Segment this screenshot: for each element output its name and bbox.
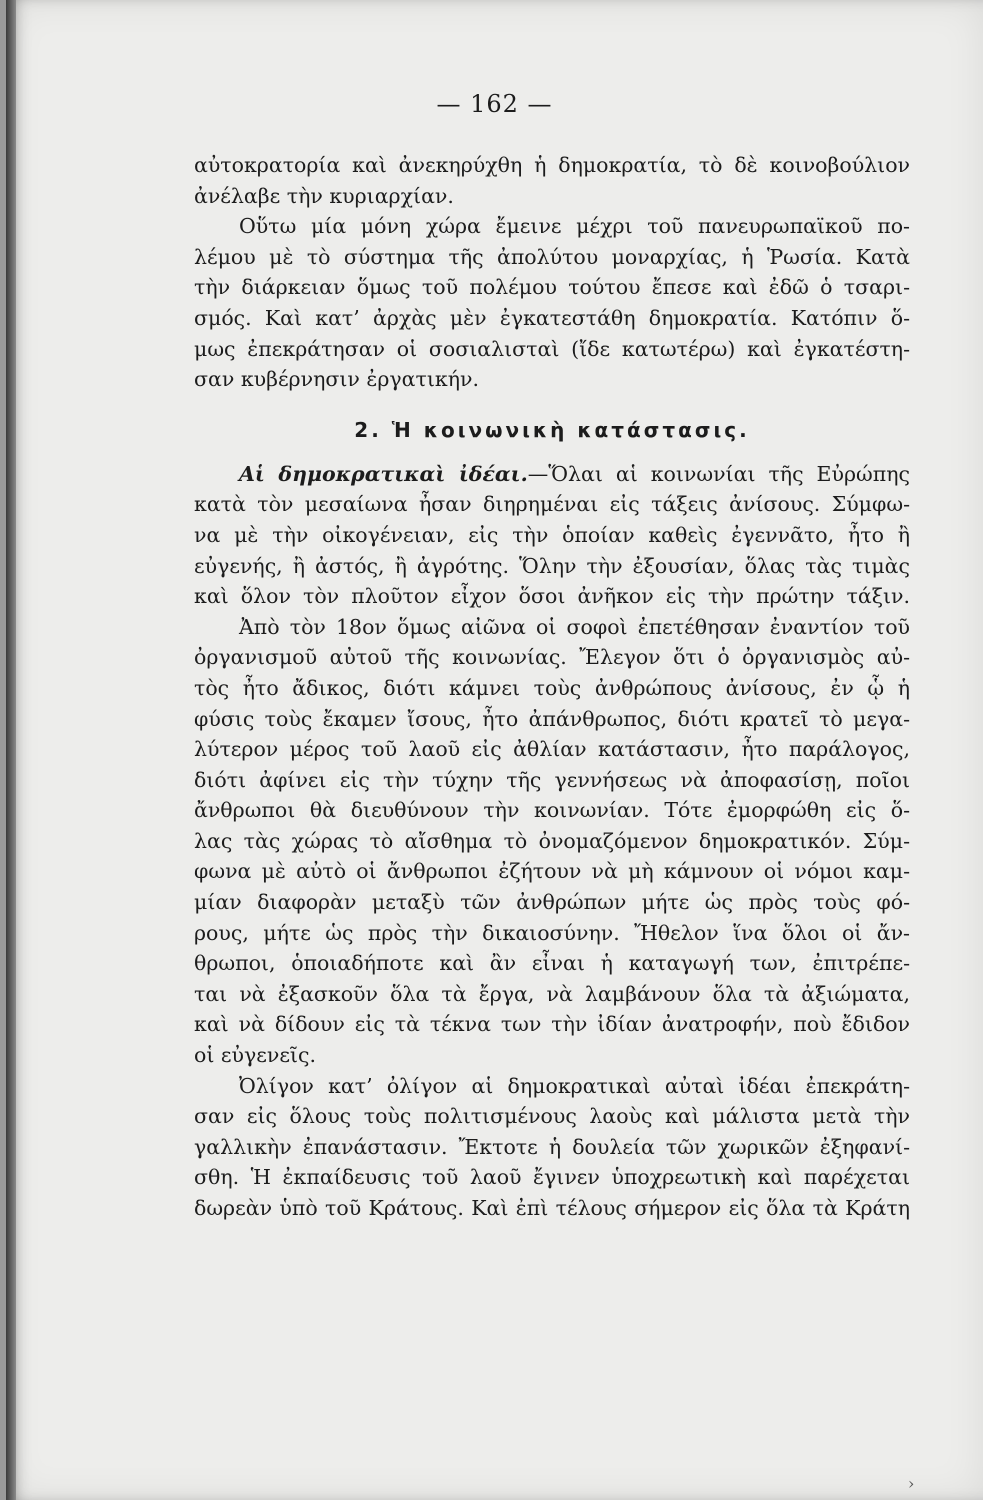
text-line: μως ἐπεκράτησαν οἱ σοσιαλισταὶ (ἴδε κατωτέρω) καὶ ἐγκατέστη- [194, 336, 910, 361]
text-line: ὀργανισμοῦ αὐτοῦ τῆς κοινωνίας. Ἔλεγον ὅτι ὁ ὀργανισμὸς αὐ- [194, 645, 910, 670]
text-line: Οὕτω μία μόνη χώρα ἔμεινε μέχρι τοῦ πανευρωπαϊκοῦ πο- [239, 214, 910, 239]
text-line: εὐγενής, ἢ ἀστός, ἢ ἀγρότης. Ὅλην τὴν ἐξουσίαν, ὅλας τὰς τιμὰς [194, 553, 910, 578]
text-line: λέμου μὲ τὸ σύστημα τῆς ἀπολύτου μοναρχίας, ἡ Ῥωσία. Κατὰ [194, 244, 910, 269]
text-line: διότι ἀφίνει εἰς τὴν τύχην τῆς γεννήσεως νὰ ἀποφασίσῃ, ποῖοι [194, 767, 910, 792]
book-page [6, 0, 983, 1500]
text-line: δωρεὰν ὑπὸ τοῦ Κράτους. Καὶ ἐπὶ τέλους σήμερον εἰς ὅλα τὰ Κράτη [194, 1196, 910, 1220]
text-line: λύτερον μέρος τοῦ λαοῦ εἰς ἀθλίαν κατάστασιν, ἦτο παράλογος, [194, 737, 910, 762]
text-line: φωνα μὲ αὐτὸ οἱ ἄνθρωποι ἐζήτουν νὰ μὴ κάμνουν οἱ νόμοι καμ- [194, 859, 910, 884]
lead-in-text: —Ὅλαι αἱ κοινωνίαι τῆς Εὐρώπης [527, 461, 910, 486]
text-line: καὶ νὰ δίδουν εἰς τὰ τέκνα των τὴν ἰδίαν ἀνατροφήν, ποὺ ἔδιδον [194, 1012, 910, 1037]
text-line: τὸς ἦτο ἄδικος, διότι κάμνει τοὺς ἀνθρώπους ἀνίσους, ἐν ᾧ ἡ [194, 675, 910, 700]
text-line: Ἀπὸ τὸν 18ον ὅμως αἰῶνα οἱ σοφοὶ ἐπετέθησαν ἐναντίον τοῦ [239, 614, 910, 639]
text-line: σθη. Ἡ ἐκπαίδευσις τοῦ λαοῦ ἔγινεν ὑποχρεωτικὴ καὶ παρέχεται [194, 1165, 910, 1190]
text-line: φύσις τοὺς ἔκαμεν ἴσους, ἦτο ἀπάνθρωπος, διότι κρατεῖ τὸ μεγα- [194, 706, 910, 731]
text-line: σμός. Καὶ κατ’ ἀρχὰς μὲν ἐγκατεστάθη δημοκρατία. Κατόπιν ὅ- [194, 305, 910, 330]
text-line: ρους, μήτε ὡς πρὸς τὴν δικαιοσύνην. Ἤθελον ἵνα ὅλοι οἱ ἄν- [194, 920, 910, 945]
text-line: καὶ ὅλον τὸν πλοῦτον εἶχον ὅσοι ἀνῆκον εἰς τὴν πρώτην τάξιν. [194, 584, 910, 609]
text-line: ἄνθρωποι θὰ διευθύνουν τὴν κοινωνίαν. Τότε ἐμορφώθη εἰς ὅ- [194, 798, 910, 823]
section-heading: 2. Ἡ κοινωνικὴ κατάστασις. [354, 417, 750, 442]
text-line: σαν κυβέρνησιν ἐργατικήν. [194, 367, 479, 392]
text-line: θρωποι, ὁποιαδήποτε καὶ ἂν εἶναι ἡ καταγωγή των, ἐπιτρέπε- [194, 951, 910, 976]
text-line: αὐτοκρατορία καὶ ἀνεκηρύχθη ἡ δημοκρατία, τὸ δὲ κοινοβούλιον [194, 153, 910, 177]
text-line: οἱ εὐγενεῖς. [194, 1043, 316, 1068]
text-line: Ὀλίγον κατ’ ὀλίγον αἱ δημοκρατικαὶ αὐταὶ ἰδέαι ἐπεκράτη- [239, 1073, 910, 1098]
text-line: σαν εἰς ὅλους τοὺς πολιτισμένους λαοὺς καὶ μάλιστα μετὰ τὴν [194, 1104, 910, 1129]
text-line: ται νὰ ἐξασκοῦν ὅλα τὰ ἔργα, νὰ λαμβάνουν ὅλα τὰ ἀξιώματα, [194, 981, 910, 1006]
page-number: — 162 — [436, 90, 553, 118]
edge-mark: › [908, 1474, 915, 1493]
text-line: κατὰ τὸν μεσαίωνα ἦσαν διηρημέναι εἰς τάξεις ἀνίσους. Σύμφω- [194, 492, 910, 517]
text-line: να μὲ τὴν οἰκογένειαν, εἰς τὴν ὁποίαν καθεὶς ἐγεννᾶτο, ἦτο ἢ [194, 522, 910, 547]
text-line [194, 459, 910, 490]
body-text [194, 150, 910, 1224]
text-line: τὴν διάρκειαν ὅμως τοῦ πολέμου τούτου ἔπεσε καὶ ἐδῶ ὁ τσαρι- [194, 275, 910, 300]
text-line: λας τὰς χώρας τὸ αἴσθημα τὸ ὀνομαζόμενον δημοκρατικόν. Σύμ- [194, 828, 910, 853]
text-line: ἀνέλαβε τὴν κυριαρχίαν. [194, 183, 454, 208]
text-line: γαλλικὴν ἐπανάστασιν. Ἔκτοτε ἡ δουλεία τῶν χωρικῶν ἐξηφανί- [194, 1134, 910, 1159]
book-spine-shadow [6, 0, 16, 1500]
text-line: μίαν διαφορὰν μεταξὺ τῶν ἀνθρώπων μήτε ὡς πρὸς τοὺς φό- [194, 890, 910, 915]
lead-in-title: Αἱ δημοκρατικαὶ ἰδέαι. [239, 461, 528, 486]
